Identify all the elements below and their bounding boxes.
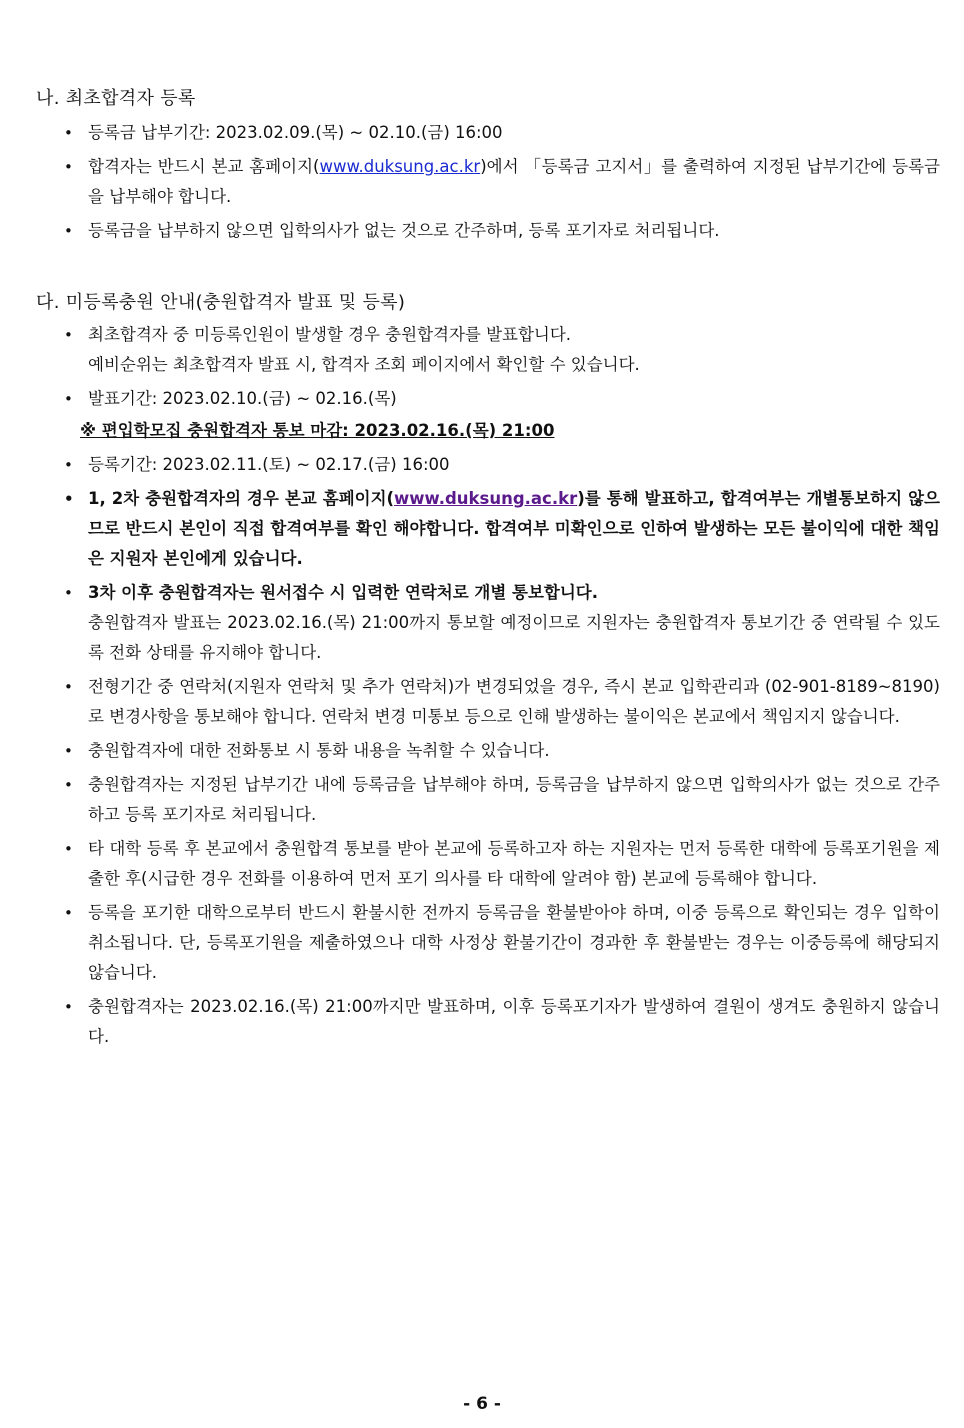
item-text: 등록을 포기한 대학으로부터 반드시 환불시한 전까지 등록금을 환불받아야 하며, 이중 등록으로 확인되는 경우 입학이 취소됩니다. 단, 등록포기원을 제출하였으나 대학 사정상 환불기간이 경과한 후 환불받는 경우는 이중등록에 해당되지 않습니다.	[88, 903, 940, 982]
bullet-icon: •	[64, 678, 73, 696]
item-text: 등록금 납부기간: 2023.02.09.(목) ~ 02.10.(금) 16:00	[88, 123, 503, 142]
item-text: 충원합격자는 2023.02.16.(목) 21:00까지만 발표하며, 이후 등록포기자가 발생하여 결원이 생겨도 충원하지 않습니다.	[88, 997, 940, 1046]
list-item	[64, 216, 940, 246]
item-text: 타 대학 등록 후 본교에서 충원합격 통보를 받아 본교에 등록하고자 하는 지원자는 먼저 등록한 대학에 등록포기원을 제출한 후(시급한 경우 전화를 이용하여 먼저 포기 의사를 타 대학에 알려야 함) 본교에 등록해야 합니다.	[88, 839, 940, 888]
page-number: - 6 -	[463, 1394, 501, 1414]
deadline-note: ※ 편입학모집 충원합격자 통보 마감: 2023.02.16.(목) 21:00	[80, 421, 555, 440]
section-heading-na: 나. 최초합격자 등록	[36, 88, 196, 109]
list-item	[64, 484, 940, 574]
list-item	[64, 152, 940, 212]
item-text-pre: 합격자는 반드시 본교 홈페이지(	[88, 157, 320, 176]
list-item	[64, 992, 940, 1052]
item-text: 예비순위는 최초합격자 발표 시, 합격자 조회 페이지에서 확인할 수 있습니다.	[88, 355, 640, 374]
section-da-list-b	[64, 450, 940, 1056]
list-item	[64, 834, 940, 894]
list-item	[64, 672, 940, 732]
bullet-icon: •	[64, 124, 73, 142]
bullet-icon: •	[64, 490, 74, 508]
homepage-link[interactable]: www.duksung.ac.kr	[394, 489, 578, 508]
item-text: 등록금을 납부하지 않으면 입학의사가 없는 것으로 간주하며, 등록 포기자로 처리됩니다.	[88, 221, 720, 240]
list-item	[64, 578, 940, 668]
bullet-icon: •	[64, 222, 73, 240]
bullet-icon: •	[64, 904, 73, 922]
item-text: 전형기간 중 연락처(지원자 연락처 및 추가 연락처)가 변경되었을 경우, 즉시 본교 입학관리과 (02-901-8189~8190)로 변경사항을 통보해야 합니다. 연락처 변경 미통보 등으로 인해 발생하는 불이익은 본교에서 책임지지 않습니다.	[88, 677, 940, 726]
bullet-icon: •	[64, 998, 73, 1016]
bullet-icon: •	[64, 390, 73, 408]
bullet-icon: •	[64, 326, 73, 344]
list-item	[64, 384, 940, 414]
item-text-pre: 1, 2차 충원합격자의 경우 본교 홈페이지(	[88, 489, 395, 508]
list-item	[64, 320, 940, 380]
bullet-icon: •	[64, 776, 73, 794]
bullet-icon: •	[64, 456, 73, 474]
section-na-list	[64, 118, 940, 250]
item-text: 충원합격자에 대한 전화통보 시 통화 내용을 녹취할 수 있습니다.	[88, 741, 550, 760]
item-text-post: )를 통해 발표하고, 합격여부는 개별통보하지 않으므로 반드시 본인이 직접 합격여부를 확인 해야합니다. 합격여부 미확인으로 인하여 발생하는 모든 불이익에 대한 책임은 지원자 본인에게 있습니다.	[88, 489, 940, 568]
bullet-icon: •	[64, 584, 73, 602]
item-text: 등록기간: 2023.02.11.(토) ~ 02.17.(금) 16:00	[88, 455, 450, 474]
bullet-icon: •	[64, 840, 73, 858]
homepage-link[interactable]: www.duksung.ac.kr	[319, 157, 481, 176]
section-heading-da: 다. 미등록충원 안내(충원합격자 발표 및 등록)	[36, 292, 406, 313]
list-item	[64, 736, 940, 766]
item-text: 충원합격자 발표는 2023.02.16.(목) 21:00까지 통보할 예정이므로 지원자는 충원합격자 통보기간 중 연락될 수 있도록 전화 상태를 유지해야 합니다.	[88, 613, 940, 662]
bullet-icon: •	[64, 158, 73, 176]
item-text: 충원합격자는 지정된 납부기간 내에 등록금을 납부해야 하며, 등록금을 납부하지 않으면 입학의사가 없는 것으로 간주하고 등록 포기자로 처리됩니다.	[88, 775, 940, 824]
list-item	[64, 118, 940, 148]
bullet-icon: •	[64, 742, 73, 760]
item-text-bold: 3차 이후 충원합격자는 원서접수 시 입력한 연락처로 개별 통보합니다.	[88, 583, 598, 602]
item-text: 발표기간: 2023.02.10.(금) ~ 02.16.(목)	[88, 389, 397, 408]
list-item	[64, 898, 940, 988]
item-text-post: )에서 「등록금 고지서」를 출력하여 지정된 납부기간에 등록금을 납부해야 합니다.	[88, 157, 940, 206]
list-item	[64, 770, 940, 830]
list-item	[64, 450, 940, 480]
item-text: 최초합격자 중 미등록인원이 발생할 경우 충원합격자를 발표합니다.	[88, 325, 572, 344]
section-da-list-a	[64, 320, 940, 418]
